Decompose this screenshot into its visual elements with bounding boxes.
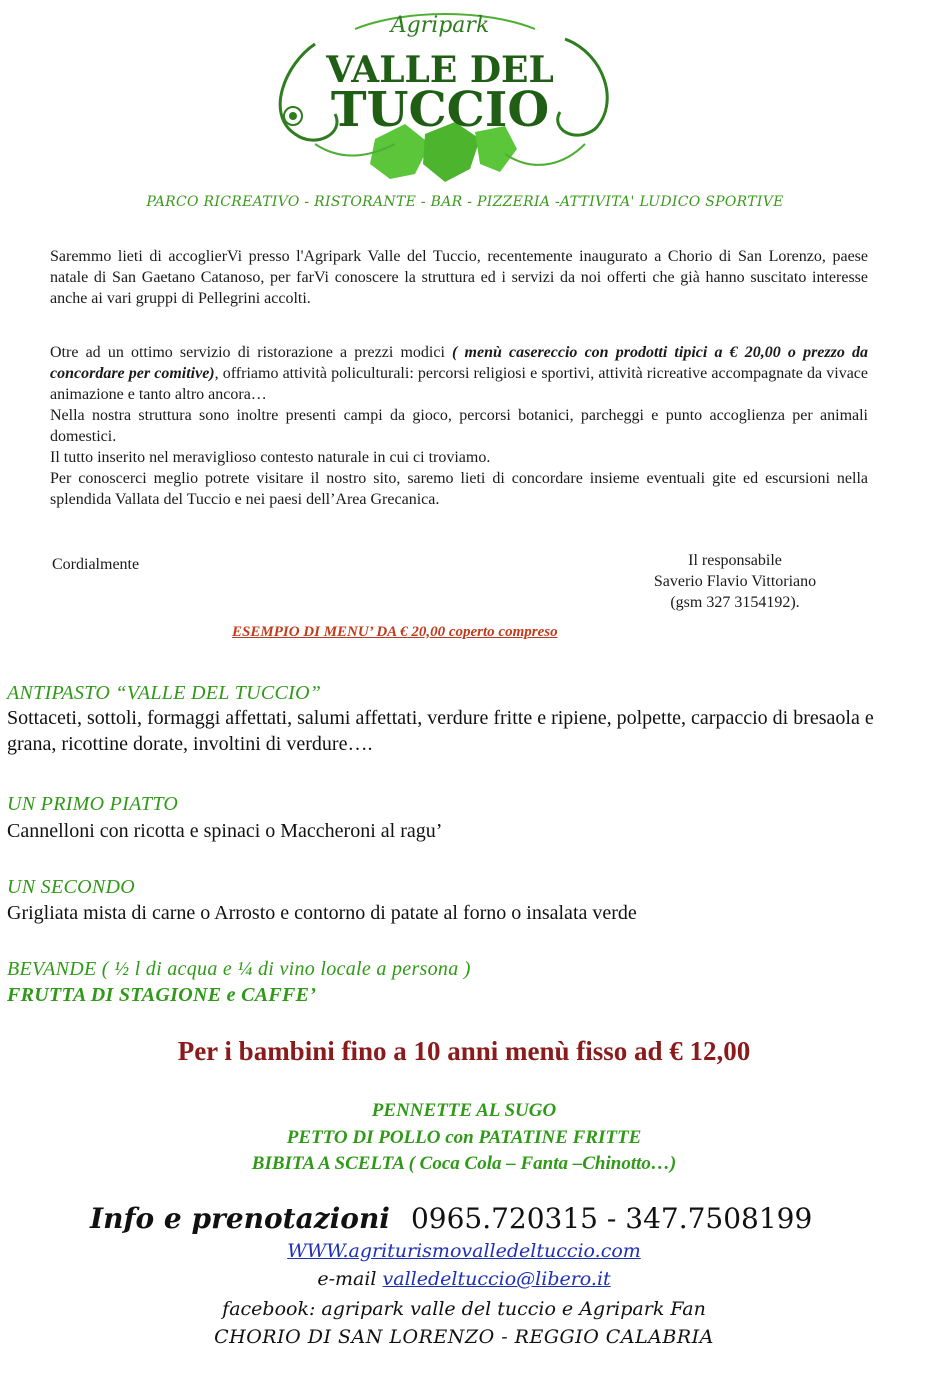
agripark-logo (255, 4, 625, 194)
secondo-text: Grigliata mista di carne o Arrosto e contorno di patate al forno o insalata verde (7, 902, 637, 924)
kids-menu-item: PENNETTE AL SUGO (371, 1100, 557, 1121)
antipasto-text: Sottaceti, sottoli, formaggi affettati, salumi affettati, verdure fritte e ripiene, polpette, carpaccio di bresaola e grana, ricottine dorate, involtini di verdure…. (7, 707, 874, 755)
body-p2: Nella nostra struttura sono inoltre presenti campi da gioco, percorsi botanici, parcheggi e punto accoglienza per animali domestici. (50, 407, 868, 445)
body-paragraph (50, 342, 868, 510)
logo-line2: TUCCIO (330, 82, 550, 138)
antipasto-title: ANTIPASTO “VALLE DEL TUCCIO” (7, 682, 322, 704)
signature-name: Saverio Flavio Vittoriano (653, 573, 817, 590)
bevande-line: BEVANDE ( ½ l di acqua e ¼ di vino locale a persona ) (7, 958, 471, 980)
secondo-title: UN SECONDO (7, 876, 136, 898)
body-p1-bold: ( menù casereccio con prodotti tipici a € 20,00 o prezzo da concordare per comitive) (50, 344, 868, 382)
website-link[interactable]: WWW.agriturismovalledeltuccio.com (287, 1240, 641, 1262)
info-label: Info e prenotazioni (90, 1202, 390, 1235)
body-p3: Il tutto inserito nel meraviglioso contesto naturale in cui ci troviamo. (50, 449, 491, 466)
location-line: CHORIO DI SAN LORENZO - REGGIO CALABRIA (214, 1326, 714, 1348)
body-p1-end: , offriamo attività policulturali: percorsi religiosi e sportivi, attività ricreative accompagnate da vivace animazione e tanto altro ancora… (50, 365, 868, 403)
menu-example-heading: ESEMPIO DI MENU’ DA € 20,00 coperto compreso (232, 624, 558, 640)
info-phones: 0965.720315 - 347.7508199 (410, 1202, 813, 1235)
tagline: PARCO RICREATIVO - RISTORANTE - BAR - PIZZERIA -ATTIVITA' LUDICO SPORTIVE (146, 194, 784, 210)
body-p1-start: Otre ad un ottimo servizio di ristorazione a prezzi modici (50, 344, 453, 361)
logo-line1: VALLE DEL (326, 49, 554, 91)
signature-role: Il responsabile (688, 552, 782, 569)
intro-paragraph: Saremmo lieti di accoglierVi presso l'Agripark Valle del Tuccio, recentemente inaugurato a Chorio di San Lorenzo, paese natale di San Gaetano Catanoso, per farVi conoscere la struttura ed i servizi da noi offerti che già hanno suscitato interesse anche ai vari gruppi di Pellegrini accolti. (50, 248, 868, 307)
logo-graphic (255, 4, 625, 194)
info-line (90, 1202, 812, 1236)
kids-menu-item: PETTO DI POLLO con PATATINE FRITTE (286, 1127, 642, 1148)
email-link[interactable]: valledeltuccio@libero.it (382, 1268, 611, 1290)
website-line (0, 1240, 928, 1262)
body-p4: Per conoscerci meglio potrete visitare il nostro sito, saremo lieti di concordare insieme eventuali gite ed escursioni nella splendida Vallata del Tuccio e nei paesi dell’Area Grecanica. (50, 470, 868, 508)
signature-block (600, 550, 870, 613)
email-line (0, 1268, 928, 1290)
facebook-line: facebook: agripark valle del tuccio e Agripark Fan (222, 1298, 706, 1320)
primo-title: UN PRIMO PIATTO (7, 793, 179, 815)
email-label: e-mail (317, 1268, 377, 1290)
frutta-line: FRUTTA DI STAGIONE e CAFFE’ (7, 984, 317, 1006)
logo-script-text: Agripark (390, 13, 490, 38)
closing-text: Cordialmente (52, 556, 140, 573)
primo-text: Cannelloni con ricotta e spinaci o Maccheroni al ragu’ (7, 820, 443, 842)
kids-menu-item: BIBITA A SCELTA ( Coca Cola – Fanta –Chinotto…) (251, 1153, 677, 1174)
kids-menu-title: Per i bambini fino a 10 anni menù fisso ad € 12,00 (177, 1036, 751, 1066)
signature-phone: (gsm 327 3154192). (670, 594, 800, 611)
